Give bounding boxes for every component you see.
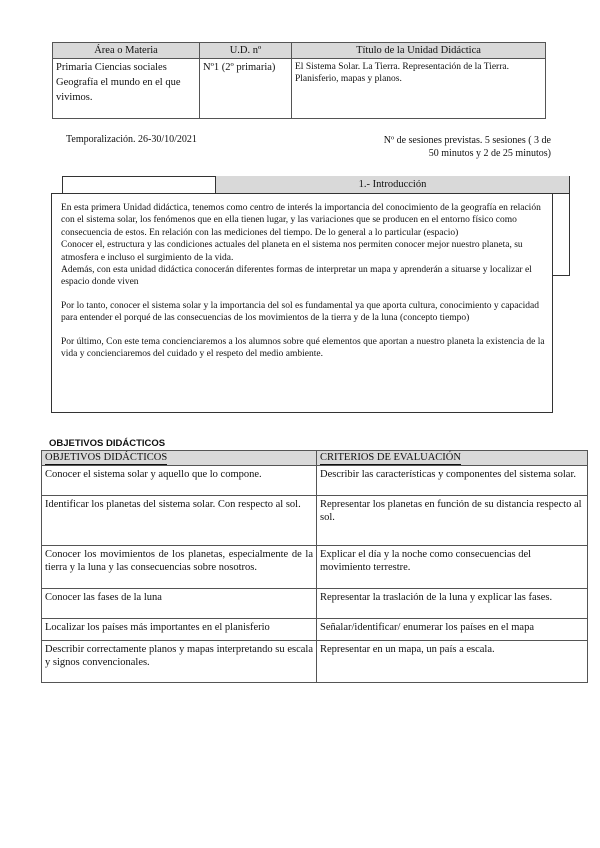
introduccion-title: 1.- Introducción (215, 176, 569, 194)
introduccion-text-box (51, 193, 553, 413)
intro-paragraph: Además, con esta unidad didáctica conocerán diferentes formas de interpretar un mapa y aprenderán a situarse y localizar el espacio donde viven (61, 265, 532, 288)
sesiones-line-2: 50 minutos y 2 de 25 minutos) (428, 148, 551, 159)
ud-number-value: Nº1 (2º primaria) (200, 59, 292, 119)
criterio-cell: Representar la traslación de la luna y explicar las fases. (317, 589, 588, 619)
criterio-cell: Explicar el día y la noche como consecuencias del movimiento terrestre. (317, 546, 588, 589)
objetivo-cell: Conocer los movimientos de los planetas, especialmente de la tierra y la luna y las consecuencias sobre nosotros. (42, 546, 317, 589)
header-table (52, 42, 546, 119)
sesiones-line-1: Nº de sesiones previstas. 5 sesiones ( 3 de (383, 135, 551, 146)
objetivos-col-header: OBJETIVOS DIDÁCTICOS (42, 451, 317, 466)
intro-paragraph: En esta primera Unidad didáctica, tenemos como centro de interés la importancia del conocimiento de la geografía en relación con el sistema solar, los fenómenos que en ella tienen lugar, y las variaciones que se producen en el entorno físico como consecuencia de estos. En relación con las mediciones del tiempo. De lo general a lo particular (espacio) (61, 203, 541, 238)
criterio-cell: Describir las características y componentes del sistema solar. (317, 466, 588, 496)
objetivo-cell: Localizar los países más importantes en el planisferio (42, 619, 317, 641)
criterio-cell: Representar en un mapa, un país a escala. (317, 641, 588, 683)
objetivo-cell: Describir correctamente planos y mapas interpretando su escala y signos convencionales. (42, 641, 317, 683)
ud-number-header: U.D. nº (200, 43, 292, 59)
criterios-col-header: CRITERIOS DE EVALUACIÓN (317, 451, 588, 466)
intro-paragraph: Por último, Con este tema concienciaremos a los alumnos sobre qué elementos que aportan a nuestro planeta la existencia de la vida y concienciaremos del cuidado y el respeto del medio ambiente. (61, 336, 545, 360)
objetivo-cell: Conocer las fases de la luna (42, 589, 317, 619)
table-row (42, 619, 588, 641)
table-row (42, 466, 588, 496)
table-row (42, 546, 588, 589)
unit-title-value: El Sistema Solar. La Tierra. Representación de la Tierra. Planisferio, mapas y planos. (292, 59, 546, 119)
table-row (42, 496, 588, 546)
area-materia-value: Primaria Ciencias sociales Geografía el mundo en el que vivimos. (53, 59, 200, 119)
table-row (42, 589, 588, 619)
table-row (42, 641, 588, 683)
sesiones-previstas (356, 134, 551, 160)
intro-paragraph: Por lo tanto, conocer el sistema solar y la importancia del sol es fundamental ya que aporta cultura, conocimiento y capacidad para entender el porqué de las consecuencias de los movimientos de la tierra y de la luna (concepto tiempo) (61, 300, 540, 324)
temporalizacion: Temporalización. 26-30/10/2021 (66, 134, 197, 145)
intro-paragraph: Conocer el, estructura y las condiciones actuales del planeta en el sistema nos permiten conocer mejor nuestro planeta, su atmosfera e incluso el surgimiento de la vida. (61, 240, 523, 263)
objetivo-cell: Identificar los planetas del sistema solar. Con respecto al sol. (42, 496, 317, 546)
objetivos-table (41, 450, 588, 683)
objetivos-heading: OBJETIVOS DIDÁCTICOS (49, 438, 166, 449)
criterio-cell: Señalar/identificar/ enumerar los países en el mapa (317, 619, 588, 641)
objetivo-cell: Conocer el sistema solar y aquello que lo compone. (42, 466, 317, 496)
unit-title-header: Título de la Unidad Didáctica (292, 43, 546, 59)
criterio-cell: Representar los planetas en función de su distancia respecto al sol. (317, 496, 588, 546)
area-materia-header: Área o Materia (53, 43, 200, 59)
